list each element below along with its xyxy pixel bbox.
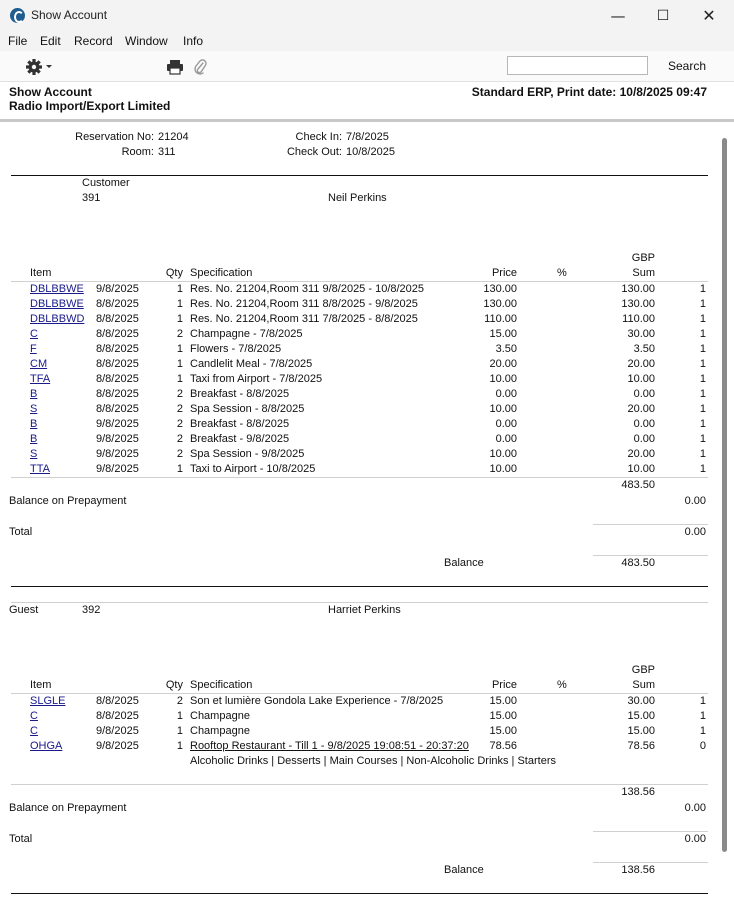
row-price: 78.56 [489,740,517,752]
row-flag: 1 [699,373,706,385]
maximize-button[interactable]: ☐ [656,8,670,24]
price-header: Price [491,267,517,279]
row-flag: 1 [699,358,706,370]
row-specification: Spa Session - 9/8/2025 [190,448,305,460]
row-price: 130.00 [483,283,517,295]
balance-value: 483.50 [621,557,655,569]
row-price: 0.00 [495,433,517,445]
total-rule [593,524,708,525]
row-sum: 20.00 [627,403,655,415]
row-sum: 130.00 [621,298,655,310]
item-code-link[interactable]: CM [30,358,48,370]
close-button[interactable]: ✕ [702,6,716,25]
row-specification: Candlelit Meal - 7/8/2025 [190,358,313,370]
guest-code: 392 [82,604,101,616]
item-header: Item [30,267,52,279]
prepayment-value: 0.00 [684,495,706,507]
row-specification: Rooftop Restaurant - Till 1 - 9/8/2025 19:08:51 - 20:37:20 [190,740,469,752]
item-code-link[interactable]: SLGLE [30,695,66,707]
item-code-link[interactable]: B [30,418,38,430]
currency-header: GBP [631,664,655,676]
qty-header: Qty [165,267,183,279]
row-sum: 15.00 [627,710,655,722]
row-date: 9/8/2025 [96,725,139,737]
row-sum: 30.00 [627,328,655,340]
row-flag: 1 [699,343,706,355]
row-specification: Spa Session - 8/8/2025 [190,403,305,415]
customer-subtotal: 483.50 [621,479,655,491]
item-code-link[interactable]: B [30,433,38,445]
item-header: Item [30,679,52,691]
section-divider [11,893,708,894]
row-divider [11,784,708,785]
row-qty: 2 [176,403,183,415]
header-divider [0,119,734,122]
balance-label: Balance [444,557,484,569]
row-specification: Champagne [190,725,250,737]
row-price: 0.00 [495,388,517,400]
menu-bar [0,31,734,51]
menu-window[interactable]: Window [125,34,168,48]
print-info: Standard ERP, Print date: 10/8/2025 09:47 [471,85,707,99]
guest-total-label: Total [9,833,33,845]
checkout-label: Check Out: [286,146,342,158]
app-logo-icon [10,8,25,23]
row-qty: 2 [176,433,183,445]
row-qty: 2 [176,418,183,430]
item-code-link[interactable]: DBLBBWE [30,298,84,310]
search-input[interactable] [507,56,648,75]
row-qty: 1 [176,283,183,295]
item-code-link[interactable]: C [30,725,38,737]
row-date: 8/8/2025 [96,343,139,355]
total-rule [593,831,708,832]
row-flag: 1 [699,418,706,430]
row-price: 20.00 [489,358,517,370]
customer-name: Neil Perkins [328,192,387,204]
row-flag: 1 [699,710,706,722]
report-header [0,83,734,117]
item-code-link[interactable]: B [30,388,38,400]
row-date: 9/8/2025 [96,463,139,475]
customer-label: Customer [82,177,130,189]
spec-header: Specification [190,679,253,691]
item-code-link[interactable]: C [30,710,38,722]
checkin-date: 7/8/2025 [346,131,389,143]
row-date: 8/8/2025 [96,358,139,370]
row-price: 15.00 [489,725,517,737]
row-date: 9/8/2025 [96,283,139,295]
spec-header: Specification [190,267,253,279]
total-label: Total [9,526,33,538]
row-flag: 1 [699,313,706,325]
percent-header: % [557,679,567,691]
row-flag: 1 [699,433,706,445]
row-date: 8/8/2025 [96,373,139,385]
row-flag: 1 [699,725,706,737]
row-sum: 20.00 [627,358,655,370]
row-date: 9/8/2025 [96,448,139,460]
row-sum: 0.00 [633,433,655,445]
row-flag: 1 [699,448,706,460]
row-date: 8/8/2025 [96,328,139,340]
price-header: Price [491,679,517,691]
guest-total-value: 0.00 [684,833,706,845]
company-name: Radio Import/Export Limited [9,99,171,113]
row-sum: 10.00 [627,373,655,385]
row-price: 10.00 [489,463,517,475]
row-qty: 1 [176,463,183,475]
row-sum: 30.00 [627,695,655,707]
row-price: 10.00 [489,448,517,460]
row-qty: 2 [176,695,183,707]
row-divider [11,693,708,694]
section-divider-light [11,602,708,603]
row-specification: Champagne [190,710,250,722]
paperclip-icon[interactable] [193,58,207,76]
row-price: 3.50 [495,343,517,355]
balance-rule [593,862,708,863]
row-sum: 20.00 [627,448,655,460]
category-line: Alcoholic Drinks | Desserts | Main Courses | Non-Alcoholic Drinks | Starters [190,755,556,767]
row-date: 8/8/2025 [96,298,139,310]
row-date: 9/8/2025 [96,740,139,752]
total-value: 0.00 [684,526,706,538]
row-sum: 110.00 [622,313,655,325]
row-price: 15.00 [489,328,517,340]
row-price: 0.00 [495,418,517,430]
guest-balance-value: 138.56 [621,864,655,876]
row-specification: Res. No. 21204,Room 311 7/8/2025 - 8/8/2025 [190,313,418,325]
row-date: 9/8/2025 [96,433,139,445]
row-date: 8/8/2025 [96,710,139,722]
row-price: 15.00 [489,710,517,722]
item-code-link[interactable]: TFA [30,373,51,385]
sum-header: Sum [632,679,655,691]
row-date: 8/8/2025 [96,403,139,415]
row-date: 8/8/2025 [96,695,139,707]
row-flag: 1 [699,283,706,295]
customer-code: 391 [82,192,101,204]
room-number: 311 [158,146,176,158]
row-date: 8/8/2025 [96,388,139,400]
row-flag: 1 [699,403,706,415]
row-specification: Son et lumière Gondola Lake Experience - 7/8/2025 [190,695,444,707]
row-qty: 2 [176,388,183,400]
row-sum: 78.56 [627,740,655,752]
reservation-no-label: Reservation No: [75,131,154,143]
row-flag: 1 [699,388,706,400]
window-title: Show Account [31,8,108,22]
item-code-link[interactable]: S [30,448,38,460]
qty-header: Qty [165,679,183,691]
row-qty: 1 [176,740,183,752]
row-qty: 2 [176,448,183,460]
row-flag: 1 [699,328,706,340]
guest-prepayment-label: Balance on Prepayment [9,802,127,814]
item-code-link[interactable]: C [30,328,38,340]
menu-record[interactable]: Record [74,34,113,48]
currency-header: GBP [631,252,655,264]
row-sum: 130.00 [621,283,655,295]
minimize-button[interactable]: — [610,7,626,25]
row-flag: 0 [699,740,706,752]
section-divider [11,586,708,587]
row-specification: Res. No. 21204,Room 311 8/8/2025 - 9/8/2025 [190,298,418,310]
toolbar [0,51,734,82]
row-specification: Taxi to Airport - 10/8/2025 [190,463,316,475]
menu-edit[interactable]: Edit [40,34,61,48]
row-specification: Breakfast - 8/8/2025 [190,388,290,400]
checkout-date: 10/8/2025 [346,146,395,158]
row-qty: 1 [176,313,183,325]
balance-rule [593,555,708,556]
title-bar [0,0,734,31]
checkin-label: Check In: [295,131,342,143]
row-flag: 1 [699,463,706,475]
row-sum: 3.50 [633,343,655,355]
item-code-link[interactable]: F [30,343,37,355]
row-divider [11,477,708,478]
row-price: 130.00 [483,298,517,310]
guest-balance-label: Balance [444,864,484,876]
item-code-link[interactable]: OHGA [30,740,63,752]
row-price: 110.00 [484,313,517,325]
chevron-down-icon [46,65,52,68]
report-title: Show Account [9,85,92,99]
menu-info[interactable]: Info [183,34,204,48]
prepayment-label: Balance on Prepayment [9,495,127,507]
row-flag: 1 [699,695,706,707]
row-price: 15.00 [489,695,517,707]
search-button[interactable]: Search [668,59,707,73]
row-specification: Breakfast - 9/8/2025 [190,433,290,445]
row-specification: Breakfast - 8/8/2025 [190,418,290,430]
sum-header: Sum [632,267,655,279]
row-specification: Champagne - 7/8/2025 [190,328,303,340]
guest-name: Harriet Perkins [328,604,401,616]
row-specification: Flowers - 7/8/2025 [190,343,282,355]
row-date: 8/8/2025 [96,313,139,325]
item-code-link[interactable]: TTA [30,463,50,475]
item-code-link[interactable]: DBLBBWD [30,313,85,325]
row-qty: 1 [176,373,183,385]
room-label: Room: [121,146,154,158]
row-sum: 0.00 [633,388,655,400]
row-qty: 1 [176,710,183,722]
guest-prepayment-value: 0.00 [684,802,706,814]
item-code-link[interactable]: S [30,403,38,415]
row-date: 9/8/2025 [96,418,139,430]
guest-label: Guest [9,604,39,616]
row-qty: 1 [176,725,183,737]
section-divider [11,175,708,176]
gear-icon[interactable] [24,57,54,77]
row-specification: Taxi from Airport - 7/8/2025 [190,373,323,385]
row-specification: Res. No. 21204,Room 311 9/8/2025 - 10/8/2025 [190,283,425,295]
guest-subtotal: 138.56 [621,786,655,798]
percent-header: % [557,267,567,279]
row-price: 10.00 [489,373,517,385]
reservation-no: 21204 [158,131,189,143]
row-qty: 2 [176,328,183,340]
row-qty: 1 [176,358,183,370]
vertical-scrollbar[interactable] [722,138,727,852]
menu-file[interactable]: File [8,34,28,48]
row-sum: 15.00 [627,725,655,737]
row-sum: 10.00 [627,463,655,475]
printer-icon[interactable] [166,59,184,75]
row-qty: 1 [176,298,183,310]
row-price: 10.00 [489,403,517,415]
item-code-link[interactable]: DBLBBWE [30,283,84,295]
row-sum: 0.00 [633,418,655,430]
row-divider [11,281,708,282]
row-qty: 1 [176,343,183,355]
row-flag: 1 [699,298,706,310]
